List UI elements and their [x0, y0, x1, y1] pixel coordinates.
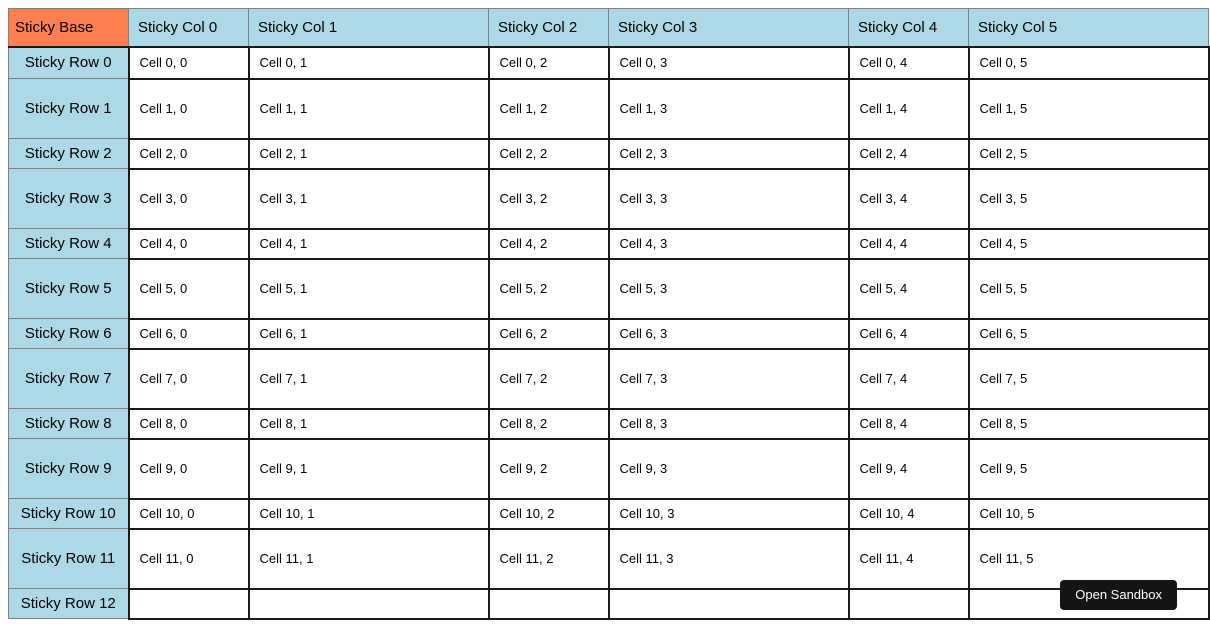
- table-cell: Cell 3, 1: [249, 169, 489, 229]
- table-cell: Cell 8, 3: [609, 409, 849, 439]
- table-cell: Cell 7, 1: [249, 349, 489, 409]
- col-header-1: Sticky Col 1: [249, 9, 489, 47]
- table-cell: Cell 8, 0: [129, 409, 249, 439]
- table-row-1: [9, 79, 1209, 139]
- table-row-4: [9, 229, 1209, 259]
- table-cell: Cell 10, 3: [609, 499, 849, 529]
- table-cell: Cell 9, 3: [609, 439, 849, 499]
- table-cell: Cell 9, 0: [129, 439, 249, 499]
- header-row: [9, 9, 1209, 47]
- table-cell: Cell 0, 1: [249, 47, 489, 79]
- table-cell: Cell 1, 2: [489, 79, 609, 139]
- table-row-9: [9, 439, 1209, 499]
- table-row-12: [9, 589, 1209, 619]
- table-cell: [249, 589, 489, 619]
- table-cell: Cell 5, 2: [489, 259, 609, 319]
- sticky-table-viewport[interactable]: [8, 8, 1168, 612]
- table-cell: Cell 2, 3: [609, 139, 849, 169]
- table-cell: Cell 5, 1: [249, 259, 489, 319]
- table-cell: Cell 4, 3: [609, 229, 849, 259]
- table-cell: Cell 8, 5: [969, 409, 1209, 439]
- table-cell: Cell 1, 1: [249, 79, 489, 139]
- table-row-8: [9, 409, 1209, 439]
- table-cell: Cell 1, 5: [969, 79, 1209, 139]
- table-cell: Cell 3, 0: [129, 169, 249, 229]
- table-cell: Cell 4, 1: [249, 229, 489, 259]
- table-row-2: [9, 139, 1209, 169]
- table-cell: Cell 8, 1: [249, 409, 489, 439]
- table-cell: Cell 0, 2: [489, 47, 609, 79]
- table-cell: Cell 3, 4: [849, 169, 969, 229]
- row-header-4: Sticky Row 4: [9, 229, 129, 259]
- table-row-11: [9, 529, 1209, 589]
- table-cell: Cell 2, 2: [489, 139, 609, 169]
- table-cell: Cell 1, 0: [129, 79, 249, 139]
- table-cell: Cell 11, 2: [489, 529, 609, 589]
- table-cell: Cell 4, 5: [969, 229, 1209, 259]
- table-cell: Cell 2, 0: [129, 139, 249, 169]
- table-cell: Cell 7, 2: [489, 349, 609, 409]
- row-header-3: Sticky Row 3: [9, 169, 129, 229]
- table-cell: Cell 3, 2: [489, 169, 609, 229]
- table-cell: Cell 6, 4: [849, 319, 969, 349]
- row-header-12: Sticky Row 12: [9, 589, 129, 619]
- table-cell: Cell 0, 5: [969, 47, 1209, 79]
- table-row-5: [9, 259, 1209, 319]
- table-row-3: [9, 169, 1209, 229]
- table-cell: Cell 9, 4: [849, 439, 969, 499]
- table-cell: Cell 9, 1: [249, 439, 489, 499]
- row-header-10: Sticky Row 10: [9, 499, 129, 529]
- table-cell: Cell 5, 3: [609, 259, 849, 319]
- table-cell: Cell 11, 0: [129, 529, 249, 589]
- sticky-table: [8, 8, 1210, 620]
- table-cell: Cell 7, 4: [849, 349, 969, 409]
- table-cell: Cell 6, 1: [249, 319, 489, 349]
- table-cell: Cell 6, 0: [129, 319, 249, 349]
- open-sandbox-button[interactable]: Open Sandbox: [1060, 580, 1177, 610]
- table-cell: Cell 10, 0: [129, 499, 249, 529]
- table-cell: Cell 3, 3: [609, 169, 849, 229]
- row-header-2: Sticky Row 2: [9, 139, 129, 169]
- table-cell: Cell 11, 3: [609, 529, 849, 589]
- table-row-7: [9, 349, 1209, 409]
- table-cell: Cell 10, 4: [849, 499, 969, 529]
- row-header-8: Sticky Row 8: [9, 409, 129, 439]
- table-cell: Cell 6, 2: [489, 319, 609, 349]
- table-row-6: [9, 319, 1209, 349]
- row-header-1: Sticky Row 1: [9, 79, 129, 139]
- table-cell: [609, 589, 849, 619]
- col-header-4: Sticky Col 4: [849, 9, 969, 47]
- table-cell: Cell 4, 2: [489, 229, 609, 259]
- table-cell: Cell 2, 1: [249, 139, 489, 169]
- table-cell: Cell 10, 5: [969, 499, 1209, 529]
- table-cell: Cell 7, 0: [129, 349, 249, 409]
- table-cell: Cell 3, 5: [969, 169, 1209, 229]
- table-cell: Cell 2, 4: [849, 139, 969, 169]
- table-cell: Cell 10, 1: [249, 499, 489, 529]
- row-header-6: Sticky Row 6: [9, 319, 129, 349]
- table-cell: Cell 0, 0: [129, 47, 249, 79]
- table-row-10: [9, 499, 1209, 529]
- table-cell: Cell 4, 4: [849, 229, 969, 259]
- table-cell: Cell 0, 4: [849, 47, 969, 79]
- table-cell: Cell 1, 4: [849, 79, 969, 139]
- table-cell: Cell 8, 4: [849, 409, 969, 439]
- table-cell: Cell 8, 2: [489, 409, 609, 439]
- table-cell: Cell 5, 4: [849, 259, 969, 319]
- table-cell: Cell 6, 3: [609, 319, 849, 349]
- row-header-7: Sticky Row 7: [9, 349, 129, 409]
- table-cell: Cell 11, 4: [849, 529, 969, 589]
- table-cell: [129, 589, 249, 619]
- table-cell: Cell 7, 5: [969, 349, 1209, 409]
- table-cell: Cell 5, 5: [969, 259, 1209, 319]
- col-header-2: Sticky Col 2: [489, 9, 609, 47]
- table-cell: Cell 5, 0: [129, 259, 249, 319]
- table-cell: Cell 4, 0: [129, 229, 249, 259]
- table-cell: [489, 589, 609, 619]
- table-body: [9, 47, 1209, 619]
- table-cell: Cell 11, 5: [969, 529, 1209, 589]
- col-header-0: Sticky Col 0: [129, 9, 249, 47]
- table-cell: Cell 7, 3: [609, 349, 849, 409]
- sticky-base-cell: Sticky Base: [9, 9, 129, 47]
- row-header-0: Sticky Row 0: [9, 47, 129, 79]
- table-cell: Cell 11, 1: [249, 529, 489, 589]
- table-cell: Cell 1, 3: [609, 79, 849, 139]
- table-cell: Cell 0, 3: [609, 47, 849, 79]
- row-header-11: Sticky Row 11: [9, 529, 129, 589]
- row-header-9: Sticky Row 9: [9, 439, 129, 499]
- table-cell: [849, 589, 969, 619]
- row-header-5: Sticky Row 5: [9, 259, 129, 319]
- table-cell: Cell 6, 5: [969, 319, 1209, 349]
- table-cell: Cell 2, 5: [969, 139, 1209, 169]
- table-cell: Cell 10, 2: [489, 499, 609, 529]
- table-cell: Cell 9, 2: [489, 439, 609, 499]
- table-row-0: [9, 47, 1209, 79]
- col-header-5: Sticky Col 5: [969, 9, 1209, 47]
- col-header-3: Sticky Col 3: [609, 9, 849, 47]
- table-cell: Cell 9, 5: [969, 439, 1209, 499]
